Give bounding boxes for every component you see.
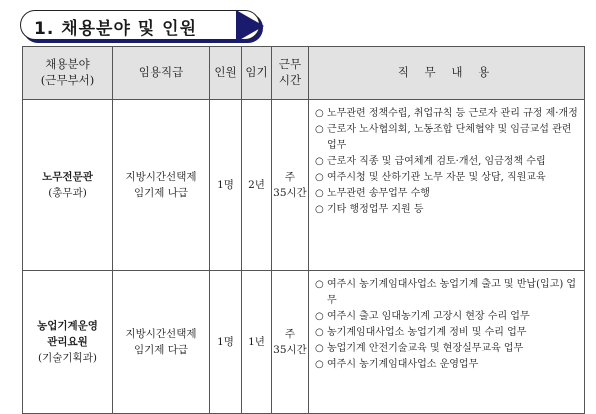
duty-text: 기타 행정업무 지원 등 bbox=[327, 204, 424, 215]
list-item bbox=[315, 341, 580, 357]
header-term: 임기 bbox=[242, 47, 272, 100]
row1-count: 1명 bbox=[210, 100, 242, 271]
circle-bullet-icon: ○ bbox=[315, 156, 324, 167]
duty-text: 농기계임대사업소 농업기계 정비 및 수리 업무 bbox=[327, 327, 527, 338]
row2-field-line2: 관리요원 bbox=[47, 335, 88, 348]
duty-text: 농업기계 안전기술교육 및 현장실무교육 업무 bbox=[327, 343, 524, 354]
row1-duties-cell bbox=[309, 100, 585, 271]
header-grade: 임용직급 bbox=[113, 47, 210, 100]
row1-grade-line2: 임기제 나급 bbox=[133, 187, 189, 199]
table-row bbox=[23, 100, 585, 271]
duty-text: 여주시 농기계임대사업소 운영업무 bbox=[327, 359, 479, 370]
row2-grade-line1: 지방시간선택제 bbox=[125, 327, 197, 340]
list-item bbox=[315, 106, 580, 122]
circle-bullet-icon: ○ bbox=[315, 359, 324, 370]
section-title: 1. 채용분야 및 인원 bbox=[34, 19, 197, 39]
row1-term: 2년 bbox=[242, 100, 272, 271]
list-item bbox=[315, 309, 580, 325]
row1-hours-cell bbox=[272, 100, 309, 271]
duty-text: 노무관련 송무업무 수행 bbox=[327, 188, 430, 199]
row2-count: 1명 bbox=[210, 271, 242, 414]
header-hours bbox=[272, 47, 309, 100]
row1-grade-line1: 지방시간선택제 bbox=[125, 170, 197, 183]
list-item bbox=[315, 154, 580, 170]
row1-field-cell bbox=[23, 100, 113, 271]
row1-dept: (총무과) bbox=[48, 187, 87, 199]
circle-bullet-icon: ○ bbox=[315, 108, 324, 119]
row2-hours-line2: 35시간 bbox=[273, 344, 307, 356]
row2-hours-line1: 주 bbox=[284, 327, 296, 340]
table-header-row bbox=[23, 47, 585, 100]
row2-field-line1: 농업기계운영 bbox=[37, 319, 98, 332]
row1-hours-line1: 주 bbox=[284, 170, 296, 183]
circle-bullet-icon: ○ bbox=[315, 188, 324, 199]
header-duties: 직 무 내 용 bbox=[309, 47, 585, 100]
duty-text: 여주시 출고 임대농기계 고장시 현장 수리 업무 bbox=[327, 311, 530, 322]
row2-field-cell bbox=[23, 271, 113, 414]
row1-hours-line2: 35시간 bbox=[273, 187, 307, 199]
circle-bullet-icon: ○ bbox=[315, 343, 324, 354]
duty-text: 근로자 노사협의회, 노동조합 단체협약 및 임금교섭 관련 업무 bbox=[327, 124, 572, 151]
row2-dept: (기술기획과) bbox=[38, 352, 97, 365]
circle-bullet-icon: ○ bbox=[315, 327, 324, 338]
duty-text: 여주시청 및 산하기관 노무 자문 및 상담, 직원교육 bbox=[327, 172, 546, 183]
header-hours-line1: 근무 bbox=[278, 57, 302, 72]
header-field-line2: (근무부서) bbox=[40, 73, 95, 87]
list-item bbox=[315, 122, 580, 154]
duty-text: 여주시 농기계임대사업소 농업기계 출고 및 반납(입고) 업무 bbox=[327, 279, 577, 306]
duty-text: 근로자 직종 및 급여체계 검토·개선, 임금정책 수립 bbox=[327, 156, 546, 167]
row2-term: 1년 bbox=[242, 271, 272, 414]
recruitment-table bbox=[22, 46, 585, 414]
circle-bullet-icon: ○ bbox=[315, 204, 324, 215]
row1-field: 노무전문관 bbox=[42, 170, 93, 183]
header-hours-line2: 시간 bbox=[278, 73, 302, 87]
circle-bullet-icon: ○ bbox=[315, 172, 324, 183]
circle-bullet-icon: ○ bbox=[315, 124, 324, 135]
duty-text: 노무관련 정책수립, 취업규칙 등 근로자 관리 규정 제·개정 bbox=[327, 108, 578, 119]
header-field-line1: 채용분야 bbox=[45, 57, 90, 72]
list-item bbox=[315, 186, 580, 202]
header-count: 인원 bbox=[210, 47, 242, 100]
list-item bbox=[315, 325, 580, 341]
heading-arrow-decoration bbox=[236, 10, 264, 42]
list-item bbox=[315, 170, 580, 186]
list-item bbox=[315, 202, 580, 218]
row1-grade-cell bbox=[113, 100, 210, 271]
list-item bbox=[315, 277, 580, 309]
row2-hours-cell bbox=[272, 271, 309, 414]
list-item bbox=[315, 357, 580, 373]
circle-bullet-icon: ○ bbox=[315, 311, 324, 322]
header-field bbox=[23, 47, 113, 100]
circle-bullet-icon: ○ bbox=[315, 279, 324, 290]
table-row bbox=[23, 271, 585, 414]
row2-grade-cell bbox=[113, 271, 210, 414]
row2-duties-cell bbox=[309, 271, 585, 414]
row2-grade-line2: 임기제 다급 bbox=[133, 344, 189, 356]
